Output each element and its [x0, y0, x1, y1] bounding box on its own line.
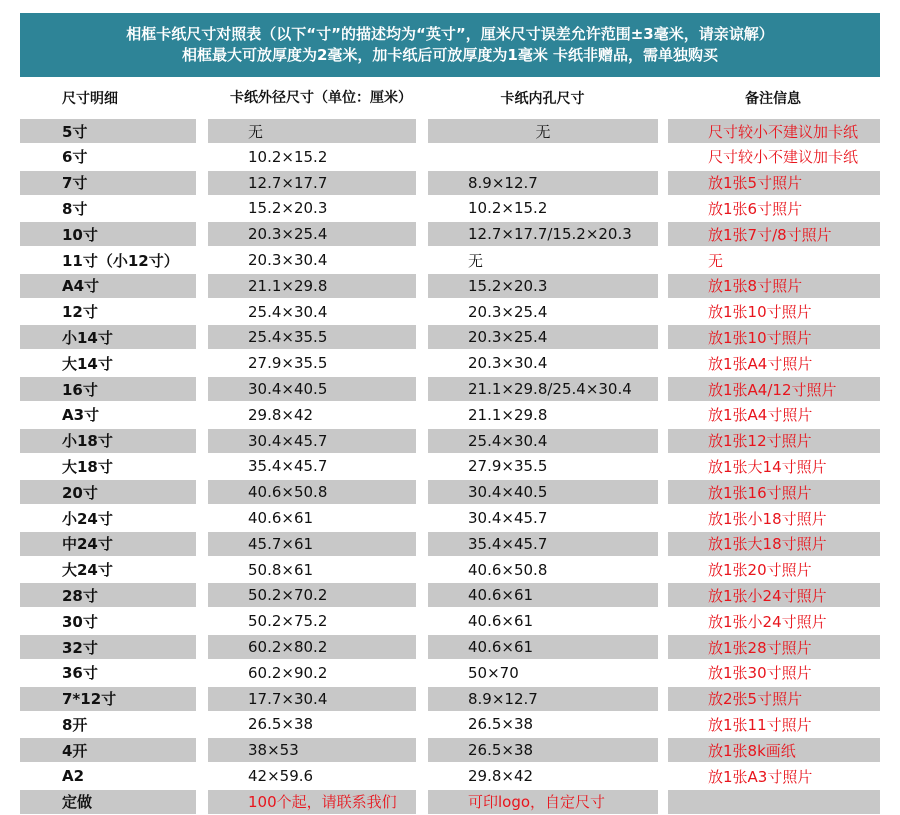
note-cell: 尺寸较小不建议加卡纸 — [668, 119, 880, 143]
size-cell: 30寸 — [62, 612, 98, 631]
note-cell: 放1张小24寸照片 — [668, 583, 880, 607]
outer-size-cell: 50.2×70.2 — [208, 583, 416, 607]
table-row — [0, 531, 900, 557]
size-cell: 大14寸 — [62, 354, 113, 373]
note-cell: 放1张30寸照片 — [708, 664, 812, 683]
table-row — [0, 170, 900, 196]
size-cell: 12寸 — [62, 303, 98, 322]
inner-size-cell: 20.3×25.4 — [468, 302, 548, 321]
size-cell: 6寸 — [62, 148, 88, 167]
table-row — [0, 582, 900, 608]
note-cell: 放1张8寸照片 — [668, 274, 880, 298]
size-cell: 8寸 — [62, 199, 88, 218]
inner-size-cell: 30.4×40.5 — [428, 480, 658, 504]
table-row — [0, 324, 900, 350]
table-row — [0, 221, 900, 247]
size-cell: 7寸 — [20, 171, 196, 195]
note-cell: 放1张大18寸照片 — [668, 532, 880, 556]
inner-size-cell: 40.6×61 — [428, 635, 658, 659]
outer-size-cell: 100个起，请联系我们 — [208, 790, 416, 814]
inner-size-cell: 8.9×12.7 — [428, 171, 658, 195]
inner-size-cell: 21.1×29.8/25.4×30.4 — [428, 377, 658, 401]
inner-size-cell: 无 — [428, 119, 658, 143]
inner-size-cell: 40.6×50.8 — [468, 560, 548, 579]
inner-size-cell: 20.3×30.4 — [468, 354, 548, 373]
title-line-1: 相框卡纸尺寸对照表（以下“寸”的描述均为“英寸”，厘米尺寸误差允许范围±3毫米，请亲谅解） — [126, 25, 774, 43]
size-cell: 20寸 — [20, 480, 196, 504]
table-row — [0, 789, 900, 815]
outer-size-cell: 40.6×61 — [248, 509, 314, 527]
outer-size-cell: 50.2×75.2 — [248, 612, 328, 631]
inner-size-cell: 29.8×42 — [468, 767, 534, 785]
outer-size-cell: 38×53 — [208, 738, 416, 762]
note-cell: 放1张小24寸照片 — [708, 612, 827, 631]
outer-size-cell: 26.5×38 — [248, 715, 314, 734]
size-cell: 小14寸 — [20, 325, 196, 349]
note-cell: 放1张大14寸照片 — [708, 457, 827, 476]
outer-size-cell: 29.8×42 — [248, 405, 314, 424]
size-cell: 定做 — [20, 790, 196, 814]
inner-size-cell: 26.5×38 — [428, 738, 658, 762]
size-cell: 7*12寸 — [20, 687, 196, 711]
table-row — [0, 428, 900, 454]
note-cell: 放1张8k画纸 — [668, 738, 880, 762]
size-cell: 10寸 — [20, 222, 196, 246]
outer-size-cell: 无 — [208, 119, 416, 143]
inner-size-cell: 20.3×25.4 — [428, 325, 658, 349]
outer-size-cell: 17.7×30.4 — [208, 687, 416, 711]
table-row — [0, 479, 900, 505]
inner-size-cell: 15.2×20.3 — [428, 274, 658, 298]
note-cell: 放1张6寸照片 — [708, 199, 803, 218]
inner-size-cell: 8.9×12.7 — [428, 687, 658, 711]
note-cell — [668, 790, 880, 814]
table-row — [0, 402, 900, 428]
size-cell: 中24寸 — [20, 532, 196, 556]
table-row — [0, 711, 900, 737]
inner-size-cell: 30.4×45.7 — [468, 509, 548, 527]
table-row — [0, 686, 900, 712]
note-cell: 放1张A3寸照片 — [708, 767, 813, 786]
note-cell: 放1张5寸照片 — [668, 171, 880, 195]
table-row — [0, 118, 900, 144]
header-inner-size: 卡纸内孔尺寸 — [500, 91, 585, 107]
table-row — [0, 608, 900, 634]
note-cell: 放2张5寸照片 — [668, 687, 880, 711]
header-note: 备注信息 — [745, 91, 801, 107]
table-row — [0, 505, 900, 531]
note-cell: 放1张16寸照片 — [668, 480, 880, 504]
outer-size-cell: 27.9×35.5 — [248, 354, 328, 373]
note-cell: 放1张12寸照片 — [668, 429, 880, 453]
table-row — [0, 660, 900, 686]
title-line-2: 相框最大可放厚度为2毫米，加卡纸后可放厚度为1毫米 卡纸非赠品，需单独购买 — [181, 46, 719, 64]
size-cell: 小18寸 — [20, 429, 196, 453]
inner-size-cell: 无 — [468, 251, 484, 270]
outer-size-cell: 25.4×30.4 — [248, 302, 328, 321]
outer-size-cell: 20.3×30.4 — [248, 251, 328, 269]
inner-size-cell: 40.6×61 — [428, 583, 658, 607]
note-cell: 放1张A4/12寸照片 — [668, 377, 880, 401]
size-cell: 11寸（小12寸） — [62, 251, 179, 270]
note-cell: 放1张A4寸照片 — [708, 354, 813, 373]
outer-size-cell: 60.2×80.2 — [208, 635, 416, 659]
size-cell: A4寸 — [20, 274, 196, 298]
outer-size-cell: 40.6×50.8 — [208, 480, 416, 504]
inner-size-cell: 35.4×45.7 — [428, 532, 658, 556]
table-row — [0, 195, 900, 221]
outer-size-cell: 45.7×61 — [208, 532, 416, 556]
table-row — [0, 144, 900, 170]
note-cell: 放1张10寸照片 — [668, 325, 880, 349]
table-row — [0, 273, 900, 299]
outer-size-cell: 35.4×45.7 — [248, 457, 328, 476]
size-cell: 4开 — [20, 738, 196, 762]
outer-size-cell: 12.7×17.7 — [208, 171, 416, 195]
note-cell: 放1张A4寸照片 — [708, 406, 813, 425]
inner-size-cell: 40.6×61 — [468, 612, 534, 631]
table-row — [0, 376, 900, 402]
inner-size-cell: 10.2×15.2 — [468, 199, 548, 218]
outer-size-cell: 42×59.6 — [248, 767, 314, 785]
size-cell: A3寸 — [62, 406, 100, 425]
table-row — [0, 557, 900, 583]
note-cell: 放1张10寸照片 — [708, 303, 812, 322]
size-cell: 8开 — [62, 715, 88, 734]
size-cell: 小24寸 — [62, 509, 113, 528]
note-cell: 放1张28寸照片 — [668, 635, 880, 659]
note-cell: 放1张11寸照片 — [708, 715, 812, 734]
note-cell: 放1张7寸/8寸照片 — [668, 222, 880, 246]
header-size: 尺寸明细 — [62, 91, 118, 107]
note-cell: 无 — [708, 251, 724, 270]
inner-size-cell: 27.9×35.5 — [468, 457, 548, 476]
size-cell: 16寸 — [20, 377, 196, 401]
size-cell: 36寸 — [62, 664, 98, 683]
inner-size-cell: 50×70 — [468, 663, 519, 682]
size-cell: 32寸 — [20, 635, 196, 659]
table-row — [0, 737, 900, 763]
inner-size-cell: 12.7×17.7/15.2×20.3 — [428, 222, 658, 246]
size-cell: 大18寸 — [62, 457, 113, 476]
outer-size-cell: 15.2×20.3 — [248, 199, 328, 218]
outer-size-cell: 30.4×45.7 — [208, 429, 416, 453]
outer-size-cell: 21.1×29.8 — [208, 274, 416, 298]
table-row — [0, 763, 900, 789]
note-cell: 放1张小18寸照片 — [708, 509, 827, 528]
outer-size-cell: 30.4×40.5 — [208, 377, 416, 401]
note-cell: 放1张20寸照片 — [708, 561, 812, 580]
table-row — [0, 453, 900, 479]
outer-size-cell: 60.2×90.2 — [248, 663, 328, 682]
table-row — [0, 350, 900, 376]
table-row — [0, 247, 900, 273]
inner-size-cell: 25.4×30.4 — [428, 429, 658, 453]
table-row — [0, 634, 900, 660]
note-cell: 尺寸较小不建议加卡纸 — [708, 148, 859, 167]
inner-size-cell: 可印logo，自定尺寸 — [428, 790, 658, 814]
outer-size-cell: 20.3×25.4 — [208, 222, 416, 246]
outer-size-cell: 10.2×15.2 — [248, 147, 328, 166]
inner-size-cell: 21.1×29.8 — [468, 405, 548, 424]
size-cell: 28寸 — [20, 583, 196, 607]
size-cell: 大24寸 — [62, 561, 113, 580]
outer-size-cell: 25.4×35.5 — [208, 325, 416, 349]
header-outer-size: 卡纸外径尺寸（单位：厘米） — [230, 90, 412, 106]
outer-size-cell: 50.8×61 — [248, 560, 314, 579]
size-cell: 5寸 — [20, 119, 196, 143]
inner-size-cell: 26.5×38 — [468, 715, 534, 734]
table-row — [0, 299, 900, 325]
size-cell: A2 — [62, 767, 85, 785]
inner-size-cell — [428, 145, 658, 169]
